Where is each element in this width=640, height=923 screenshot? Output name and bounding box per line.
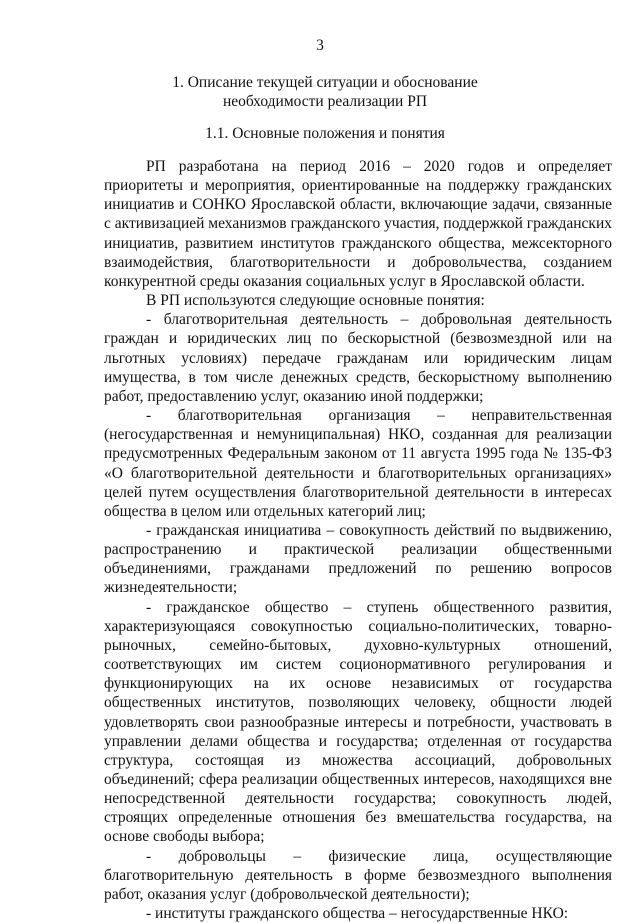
subsection-heading: 1.1. Основные положения и понятия [205, 125, 445, 142]
paragraph-intro: РП разработана на период 2016 – 2020 годов и определяет приоритеты и мероприятия, ориентированные на поддержку гражданских инициатив и СОНКО Ярославской области, включающие задачи, связанные с активизацией механизмов гражданского участия, поддержкой гражданских инициатив, развитием институтов гражданского общества, межсекторного взаимодействия, благотворительности и добровольчества, созданием конкурентной среды оказания социальных услуг в Ярославской области. [104, 158, 613, 290]
paragraph-concepts-lead: В РП используются следующие основные понятия: [146, 292, 485, 310]
section-heading-line-1: 1. Описание текущей ситуации и обоснование [172, 74, 478, 91]
definition-charity-activity: - благотворительная деятельность – добровольная деятельность граждан и юридических лиц по бескорыстной (безвозмездной или на льготных условиях) передаче гражданам или юридическим лицам имущества, в том числе денежных средств, бескорыстному выполнению работ, предоставлению услуг, оказанию иной поддержки; [104, 311, 612, 405]
page-number: 3 [316, 37, 324, 54]
definition-civic-initiative: - гражданская инициатива – совокупность действий по выдвижению, распространению и практической реализации общественными объединениями, гражданами предложений по решению вопросов жизнедеятельности; [104, 521, 612, 597]
definition-charity-organization: - благотворительная организация – неправительственная (негосударственная и немуниципальная) НКО, созданная для реализации предусмотренных Федеральным законом от 11 августа 1995 года № 135-ФЗ «О благотворительной деятельности и благотворительных организациях» целей путем осуществления благотворительной деятельности в интересах общества в целом или отдельных категорий лиц; [104, 407, 612, 520]
definition-volunteers: - добровольцы – физические лица, осуществляющие благотворительную деятельность в форме безвозмездного выполнения работ, оказания услуг (добровольческой деятельности); [104, 847, 612, 903]
section-heading [104, 73, 546, 111]
definition-civil-society-institutions: - институты гражданского общества – негосударственные НКО: [146, 905, 569, 923]
document-body [104, 157, 612, 923]
definition-civil-society: - гражданское общество – ступень общественного развития, характеризующаяся совокупностью социально-политических, товарно-рыночных, семейно-бытовых, духовно-культурных отношений, соответствующих им систем соционормативного регулирования и функционирующих на их основе независимых от государства общественных институтов, позволяющих человеку, общности людей удовлетворять свои разнообразные интересы и потребности, участвовать в управлении делами общества и государства; отделенная от государства структура, состоящая из множества ассоциаций, добровольных объединений; сфера реализации общественных интересов, находящихся вне непосредственной деятельности государства; совокупность людей, строящих определенные отношения без вмешательства государства, на основе свободы выбора; [104, 598, 612, 846]
section-heading-line-2: необходимости реализации РП [222, 93, 428, 110]
